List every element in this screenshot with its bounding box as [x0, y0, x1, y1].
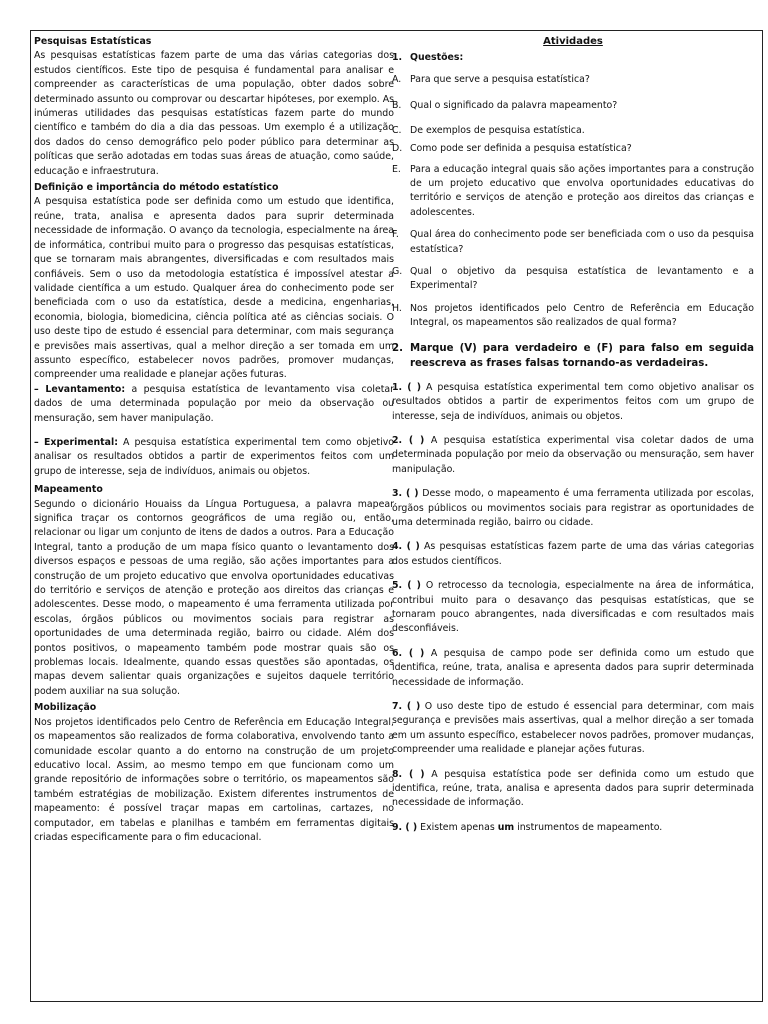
question-text: Qual área do conhecimento pode ser beneficiada com o uso da pesquisa estatística? [410, 229, 754, 255]
question-g [392, 265, 754, 294]
true-false-item-5 [392, 579, 754, 637]
question-marker: B. [392, 100, 402, 112]
item-text: A pesquisa estatística experimental tem como objetivo analisar os resultados obtidos a partir de experimentos feitos com um grupo de interesse, seja de indivíduos, animais ou objetos. [392, 381, 755, 422]
item-text: O retrocesso da tecnologia, especialmente na área de informática, contribui muito para o desavanço das pesquisas estatísticas, que se tornaram pouco abrangentes, nada diversificadas e com resultados mais desconfiáveis. [392, 580, 754, 635]
question-marker: G. [392, 266, 403, 278]
question-marker: F. [392, 229, 399, 241]
item-text: As pesquisas estatísticas fazem parte de uma das várias categorias dos estudos científicos. [392, 541, 754, 567]
true-false-item-2 [392, 434, 754, 477]
question-text: Para que serve a pesquisa estatística? [410, 74, 590, 85]
item-text-emphasis: um [497, 821, 515, 833]
question-text: Para a educação integral quais são ações importantes para a construção de um projeto educativo que envolva oportunidades educativas do território e serviços de atenção e proteção aos direitos das crianças e adolescentes. [410, 163, 754, 218]
paragraph-definicao: A pesquisa estatística pode ser definida como um estudo que identifica, reúne, trata, analisa e apresenta dados para suprir determinada necessidade de informação. O avanço da tecnologia, especialmente na área de informática, contribui muito para o progresso das pesquisas estatísticas, que se tornaram mais abrangentes, diversificadas e com resultados mais confiáveis. Sem o uso da metodologia estatística é impossível atestar a validade científica a um estudo. Qualquer área do conhecimento pode ser beneficiada com o uso da estatística, desde a medicina, engenharias, economia, biologia, biomedicina, ciência política até as ciências sociais. O uso deste tipo de estudo é essencial para determinar, com mais segurança e previsões mais assertivas, qual a melhor direção a ser tomada em um assunto específico, estabelecer novos padrões, promover mudanças, compreender uma realidade e planejar ações futuras. [34, 196, 394, 381]
question-text: De exemplos de pesquisa estatística. [410, 124, 585, 136]
true-false-number: 2. [392, 342, 403, 354]
question-h [392, 302, 754, 331]
true-false-item-1 [392, 381, 754, 424]
question-a [392, 73, 754, 87]
item-number: 6. ( ) [392, 647, 425, 659]
questions-label: Questões: [410, 52, 464, 63]
left-column [34, 35, 394, 845]
question-marker: H. [392, 302, 402, 314]
true-false-item-8 [392, 768, 754, 811]
text-levantamento: a pesquisa estatística de levantamento visa coletar dados de uma determinada população por meio da observação ou mensuração, sem haver manipulação. [34, 383, 394, 424]
item-text: O uso deste tipo de estudo é essencial para determinar, com mais segurança e previsões mais assertivas, qual a melhor direção a ser tomada em um assunto específico, estabelecer novos padrões, promover mudanças, compreender uma realidade e planejar ações futuras. [392, 701, 755, 756]
question-text: Qual o significado da palavra mapeamento? [410, 100, 618, 112]
item-number: 5. ( ) [392, 580, 421, 592]
item-text: Desse modo, o mapeamento é uma ferramenta utilizada por escolas, órgãos públicos ou movimentos sociais para registrar as oportunidades de uma determinada região, bairro ou cidade. [392, 488, 754, 528]
paragraph-experimental [34, 436, 394, 479]
item-text: A pesquisa estatística experimental visa coletar dados de uma determinada população por meio da observação ou mensuração, sem haver manipulação. [392, 434, 754, 475]
question-e [392, 163, 754, 221]
label-experimental: – Experimental: [34, 436, 118, 448]
paragraph-mobilizacao: Nos projetos identificados pelo Centro de Referência em Educação Integral, os mapeamentos são realizados de forma colaborativa, envolvendo tanto a comunidade escolar quanto a do entorno na construção de um projeto educativo local. Assim, ao mesmo tempo em que funcionam como um grande repositório de informações sobre o território, os mapeamentos são também estratégias de mobilização. Existem diferentes instrumentos de mapeamento: é possível traçar mapas em cartolinas, cartazes, no computador, em tabelas e planilhas e também em ferramentas digitais criadas especificamente para o fim educacional. [34, 716, 394, 843]
text-experimental: A pesquisa estatística experimental tem como objetivo analisar os resultados obtidos a partir de experimentos feitos com um grupo de interesse, seja de indivíduos, animais ou objetos. [34, 436, 394, 477]
question-f [392, 228, 754, 257]
item-number: 4. ( ) [392, 541, 420, 553]
heading-definicao: Definição e importância do método estatístico [34, 182, 279, 194]
question-c [392, 124, 754, 138]
heading-mapeamento: Mapeamento [34, 484, 103, 496]
label-levantamento: – Levantamento: [34, 383, 126, 395]
true-false-item-3 [392, 487, 754, 530]
heading-mobilizacao: Mobilização [34, 702, 97, 714]
question-marker: E. [392, 163, 401, 175]
question-d [392, 142, 754, 156]
question-marker: A. [392, 74, 402, 85]
item-number: 2. ( ) [392, 434, 425, 446]
item-number: 3. ( ) [392, 488, 419, 500]
item-text: A pesquisa de campo pode ser definida como um estudo que identifica, reúne, trata, analisa e apresenta dados para suprir determinada necessidade de informação. [392, 647, 754, 688]
questions-number: 1. [392, 52, 403, 63]
item-number: 7. ( ) [392, 701, 421, 712]
item-number: 8. ( ) [392, 768, 425, 780]
item-number: 9. ( ) [392, 821, 418, 833]
true-false-item-6 [392, 647, 754, 690]
true-false-item-9 [392, 821, 754, 835]
item-number: 1. ( ) [392, 381, 422, 393]
item-text: A pesquisa estatística pode ser definida como um estudo que identifica, reúne, trata, analisa e apresenta dados para suprir determinada necessidade de informação. [392, 768, 755, 809]
question-text: Qual o objetivo da pesquisa estatística de levantamento e a Experimental? [410, 266, 754, 292]
worksheet-page [30, 30, 763, 1002]
questions-heading [392, 51, 754, 65]
paragraph-mapeamento: Segundo o dicionário Houaiss da Língua Portuguesa, a palavra mapear significa traçar os contornos geográficos de uma região ou, então, relacionar ou ligar um conjunto de itens de dados a outros. Para a Educação Integral, tanto a produção de um mapa físico quanto o levantamento dos diversos espaços e pessoas de uma região, são ações importantes para a construção de um projeto educativo que envolva oportunidades educativas do território e serviços de atenção e proteção aos direitos das crianças e adolescentes. Desse modo, o mapeamento é uma ferramenta utilizada por escolas, órgãos públicos ou movimentos sociais para registrar as oportunidades de uma determinada região, bairro ou cidade. Além dos pontos positivos, o mapeamento também pode mostrar quais são os problemas locais. Idealmente, quando essas questões são apontadas, os mapas devem salientar quais organizações e sujeitos daquele território podem auxiliar na sua solução. [34, 498, 394, 697]
paragraph-intro: As pesquisas estatísticas fazem parte de uma das várias categorias dos estudos científicos. Este tipo de pesquisa é fundamental para analisar e compreender as características de uma população, obter dados sobre determinado assunto ou comprovar ou descartar hipóteses, por exemplo. As inúmeras utilidades das pesquisas estatísticas fazem parte do mundo científico e também do dia a dia das pessoas. Um exemplo é a utilização dos dados do censo demográfico pelo poder público para determinar as políticas que serão adotadas em todas suas áreas de atuação, como saúde, educação e infraestrutura. [34, 50, 394, 177]
question-b [392, 99, 754, 113]
paragraph-levantamento [34, 383, 394, 426]
question-text: Nos projetos identificados pelo Centro de Referência em Educação Integral, os mapeamentos são realizados de qual forma? [410, 302, 754, 329]
question-marker: C. [392, 124, 402, 136]
activities-title: Atividades [543, 36, 603, 47]
true-false-heading [392, 341, 754, 371]
item-text-start: Existem apenas [417, 821, 498, 833]
question-text: Como pode ser definida a pesquisa estatística? [410, 143, 632, 155]
item-text-end: instrumentos de mapeamento. [514, 821, 663, 833]
right-column [392, 35, 754, 835]
question-marker: D. [392, 143, 403, 155]
heading-pesquisas: Pesquisas Estatísticas [34, 36, 152, 47]
true-false-instructions: Marque (V) para verdadeiro e (F) para falso em seguida reescreva as frases falsas tornando-as verdadeiras. [410, 342, 754, 369]
true-false-item-4 [392, 540, 754, 569]
true-false-item-7 [392, 700, 754, 758]
